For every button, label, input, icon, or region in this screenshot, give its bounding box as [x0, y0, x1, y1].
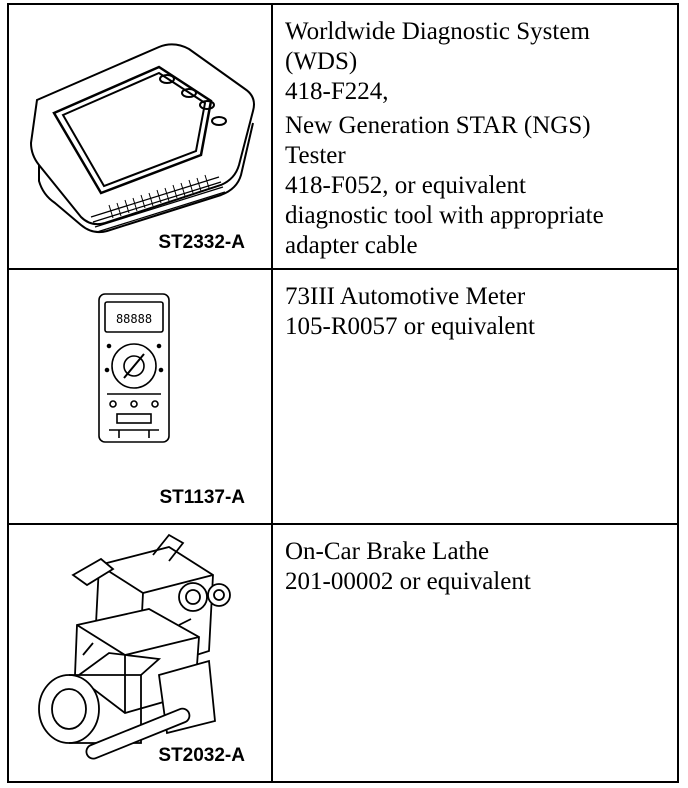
tool-number: 418-F052, or equivalent: [285, 172, 526, 199]
tool-name: New Generation STAR (NGS): [285, 112, 591, 139]
multimeter-illustration: [9, 270, 273, 522]
tool-description-cell: [272, 524, 678, 782]
tool-name-continued: Tester: [285, 142, 346, 169]
tool-name: 73III Automotive Meter: [285, 283, 526, 310]
tool-number: 201-00002 or equivalent: [285, 568, 531, 595]
tool-description: [285, 282, 671, 342]
diagnostic-tester-illustration: [9, 5, 273, 267]
tool-number: 418-F224,: [285, 78, 389, 105]
brake-lathe-illustration: [9, 525, 273, 780]
tool-image-cell: [8, 269, 272, 524]
tool-image-cell: [8, 4, 272, 269]
figure-label: ST1137-A: [159, 487, 245, 508]
tool-description-cell: [272, 4, 678, 269]
tool-description-cell: [272, 269, 678, 524]
tool-note: diagnostic tool with appropriate: [285, 202, 604, 229]
tool-name: Worldwide Diagnostic System: [285, 18, 590, 45]
tool-description: [285, 537, 671, 597]
tool-name: On-Car Brake Lathe: [285, 538, 490, 565]
tool-description: [285, 111, 671, 261]
tool-description: [285, 17, 671, 107]
special-tools-table: [7, 3, 679, 783]
tool-note: adapter cable: [285, 232, 418, 259]
table-row: [8, 4, 678, 269]
figure-label: ST2332-A: [158, 232, 245, 253]
table-row: [8, 524, 678, 782]
figure-label: ST2032-A: [158, 745, 245, 766]
tool-abbreviation: (WDS): [285, 48, 358, 75]
tool-image-cell: [8, 524, 272, 782]
meter-display: 88888: [115, 312, 153, 326]
table-row: [8, 269, 678, 524]
tool-number: 105-R0057 or equivalent: [285, 313, 535, 340]
